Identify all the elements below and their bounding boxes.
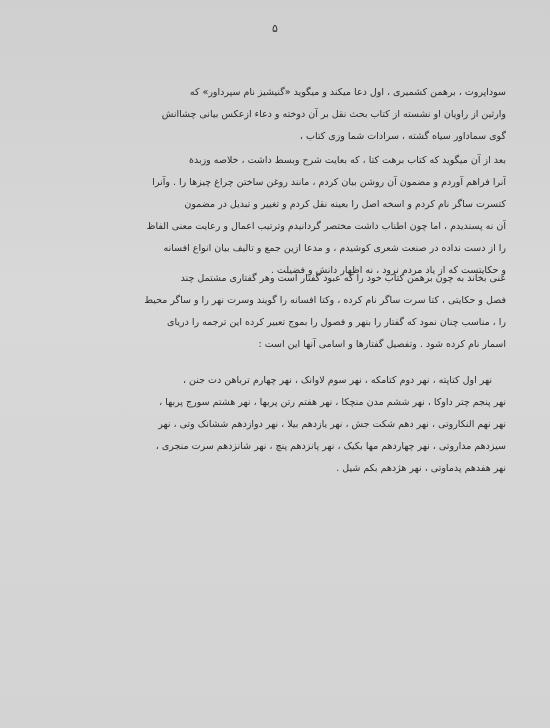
paragraph-line: را ، مناسب چنان نمود که گفتار را بنهر و فصول را بموج تعبیر کرده این ترجمه را دریای bbox=[167, 317, 506, 328]
river-list-line: نهر هفدهم پدماوتی ، نهر هژدهم بکم شیل . bbox=[336, 463, 506, 474]
paragraph-line: بعد از آن میگوید که کتاب برهت کتا ، که بعایت شرح وبسط داشت ، خلاصه وزبدة bbox=[188, 155, 506, 166]
page-number: ۵ bbox=[272, 22, 278, 35]
paragraph-line: و حکایتست که از یاد مردم نرود ، نه اظهار دانش و فضیلت . bbox=[270, 265, 506, 276]
paragraph-3 bbox=[54, 268, 506, 356]
paragraph-line: آن نه پسندیدم ، اما چون اطناب داشت مختصر گردانیدم وترتیب اعمال و رعایت معنی الفاظ bbox=[146, 221, 506, 232]
paragraph-2 bbox=[54, 150, 506, 282]
river-list-line: نهر اول کتاپته ، نهر دوم کتامکه ، نهر سوم لاوانک ، نهر چهارم ترباهن دت جنن ، bbox=[182, 375, 492, 386]
paragraph-line: فصل و حکایتی ، کتا سرت ساگر نام کرده ، وکتا افسانه را گویند وسرت نهر را و ساگر محیط bbox=[144, 295, 506, 306]
paragraph-line: آنرا فراهم آوردم و مضمون آن روشن بیان کردم ، مانند روغن ساختن چراغ چیزها را . وآنرا bbox=[152, 177, 506, 188]
paragraph-1 bbox=[54, 82, 506, 148]
paragraph-line: سوداپروت ، برهمن کشمیری ، اول دعا میکند و میگوید «گنیشیز نام سپرداور» که bbox=[189, 87, 506, 98]
river-list-line: نهر نهم النکاروتی ، نهر دهم شکت جش ، نهر یازدهم بیلا ، نهر دوازدهم ششانک وتی ، نهر bbox=[158, 419, 506, 430]
paragraph-line: وارثین از راویان او نشسته از کتاب بحث نقل بر آن دوخته و دعاء ازعکس بیانی چشاانش bbox=[161, 109, 506, 120]
paragraph-line: گوی سماداور سیاه گشته ، سرادات شما وزی کتاب ، bbox=[299, 131, 506, 142]
paragraph-line: را از دست نداده در صنعت شعری کوشیدم ، و مدعا ازین جمع و تالیف بیان انواع افسانه bbox=[163, 243, 506, 254]
paragraph-line: عنی بخاند به چون برهمن کتاب خود را که عبود گفتار است وهر گفتاری مشتمل چند bbox=[180, 273, 506, 284]
paragraph-4-river-list bbox=[54, 370, 506, 480]
river-list-line: نهر پنجم چتر داوکا ، نهر ششم مدن منچکا ، نهر هفتم رتن پربها ، نهر هشتم سورج پربها ، bbox=[159, 397, 506, 408]
paragraph-line: اسمار نام کرده شود . وتفصیل گفتارها و اسامی آنها این است : bbox=[258, 339, 506, 350]
paragraph-line: کتسرت ساگر نام کردم و اسخه اصل را بعینه نقل کردم و تغییر و تبدیل در مضمون bbox=[184, 199, 506, 210]
river-list-line: سیزدهم مداروتی ، نهر چهاردهم مها بکیک ، نهر پانزدهم پنچ ، نهر شانزدهم سرت منجری ، bbox=[155, 441, 506, 452]
